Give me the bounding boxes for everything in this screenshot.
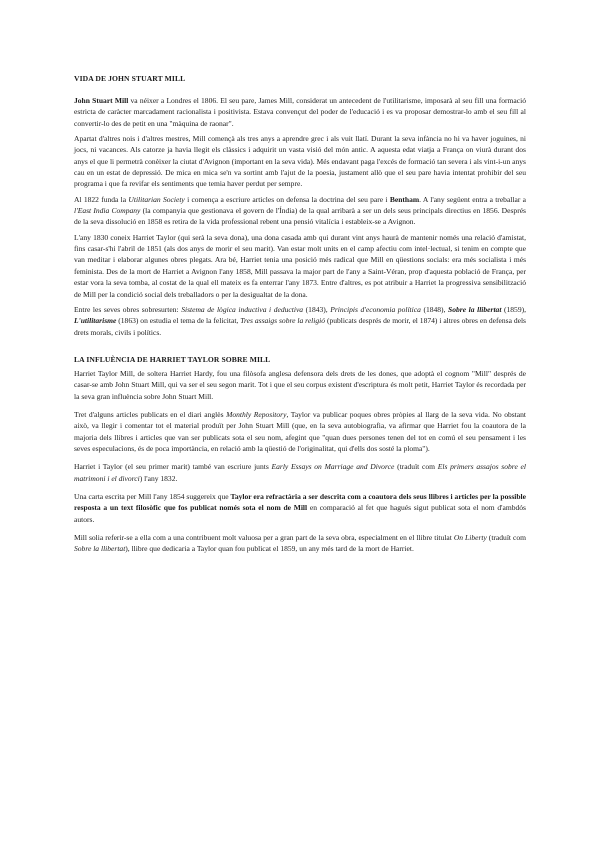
paragraph-harriet: L'any 1830 coneix Harriet Taylor (qui serà la seva dona), una dona casada amb qui durant vint anys haurà de mantenir només una relació d'amistat, fins casar-s'hi l'abril de 1851 (als dos anys de morir el seu marit). Van estar molt units en el camp afectiu com intel·lectual, si tenim en compte que van meditar i elaborar algunes obres plegats. Ara bé, Harriet tenia una posició més radical que Mill en qüestions socials: era més socialista i més feminista. Des de la mort de Harriet a Avignon l'any 1858, Mill passava la major part de l'any a Saint-Véran, prop d'aquesta població de França, per estar vora la seva tomba, al costat de la qual ell mateix es fa enterrar l'any 1873. Entre d'altres, es pot atribuir a Harriet la progressiva sensibilització de Mill per la condició social dels treballadors o per la desigualtat de la dona. [74,232,526,299]
work-title: On Liberty [453,533,487,542]
subject-name: John Stuart Mill [74,96,129,105]
section-heading-influence: LA INFLUÈNCIA DE HARRIET TAYLOR SOBRE MILL [74,354,271,364]
paragraph-on-liberty: Mill solia referir-se a ella com a una contribuent molt valuosa per a gran part de la seva obra, especialment en el llibre titulat On Liberty (traduït com Sobre la llibertat), llibre que dedicaria a Taylor quan fou publicat el 1859, un any més tard de la mort de Harriet. [74,533,526,554]
work-title: Sobre la llibertat [448,304,502,314]
paragraph-childhood: Apartat d'altres nois i d'altres mestres, Mill començà als tres anys a aprendre grec i als vuit llatí. Durant la seva infància no hi va haver joguines, ni jocs, ni vacances. Als catorze ja havia llegit els clàssics i adquirit un vasta visió del món antic. A aquesta edat viatja a França on viurà durant dos anys el que li permetrà conèixer la ciutat d'Avignon (important en la seva vida). Més endavant paga l'excés de formació tan severa i als vint-i-un anys cau en un estat de depressió. De mica en mica se'n va sortint amb l'ajut de la poesia, justament allò que el seu pare havia intentat prohibir del seu programa i que fa revifar els sentiments que temia haver perdut per sempre. [74,134,526,189]
section-heading-life: VIDA DE JOHN STUART MILL [74,74,186,83]
work-title: Els primers assajos sobre el matrimoni i el divorci [74,462,526,483]
work-title: Sistema de lògica inductiva i deductiva [181,304,304,314]
work-title: L'utilitarisme [74,316,117,326]
paragraph-works: Entre les seves obres sobresurten: Sistema de lògica inductiva i deductiva (1843), Principis d'economia política (1848), Sobre la llibertat (1859), L'utilitarisme (1863) on estudia el tema de la felicitat, Tres assaigs sobre la religió (publicats després de morir, el 1874) i altres obres en defensa dels drets morals, civils i polítics. [74,304,527,337]
paragraph-birth: John Stuart Mill va néixer a Londres el 1806. El seu pare, James Mill, considerat un antecedent de l'utilitarisme, imposarà al seu fill una formació estricta de caràcter marcadament racionalista i positivista. Estava convençut del poder de l'educació i es va proposar demostrar-lo amb el seu fill al convertir-lo des de petit en una "màquina de raonar". [74,96,526,128]
work-title: Early Essays on Marriage and Divorce [271,462,395,472]
paragraph-early-essays: Harriet i Taylor (el seu primer marit) també van escriure junts Early Essays on Marriage and Divorce (traduït com Els primers assajos sobre el matrimoni i el divorci) l'any 1832. [74,462,526,483]
work-title: Principis d'economia política [330,304,421,314]
paragraph-career: Al 1822 funda la Utilitarian Society i comença a escriure articles on defensa la doctrina del seu pare i Bentham. A l'any següent entra a treballar a l'East India Company (la companyia que gestionava el govern de l'Índia) de la qual arribarà a ser un dels seus principals directius en 1856. Després de la seva dissolució en 1858 es retira de la vida professional rebent una pensió vitalícia i estableix-se a Avignon. [74,194,526,227]
bentham-name: Bentham [389,194,420,204]
society-title: Utilitarian Society [128,194,185,204]
work-title: Sobre la llibertat [74,544,126,554]
company-title: l'East India Company [74,206,141,216]
emphasis-text: Taylor era refractària a ser descrita com a coautora dels seus llibres i articles per la possible resposta a un text filosòfic que fos publicat només sota el nom de Mill [74,491,526,513]
paragraph-harriet-intro: Harriet Taylor Mill, de soltera Harriet Hardy, fou una filòsofa anglesa defensora dels drets de les dones, que adoptà el cognom "Mill" després de casar-se amb John Stuart Mill, qui va ser el seu segon marit. Tot i que el seu corpus existent d'escriptura és molt petit, Harriet Taylor és recordada per la seva gran influència sobre John Stuart Mill. [74,368,526,401]
document-page [74,74,526,562]
paragraph-authorship: Tret d'alguns articles publicats en el diari anglès Monthly Repository, Taylor va publicar poques obres pròpies al llarg de la seva vida. No obstant això, va llegir i comentar tot el material produït per John Stuart Mill (que, en la seva autobiografia, va afirmar que Harriet fou la coautora de la majoria dels llibres i articles que van ser publicats sota el seu nom, afegint que "quan dues persones tenen del tot en comú el seu pensament i les seves especulacions, és de poca importància, en relació amb la qüestió de l'originalitat, qui d'ells dos sosté la ploma"). [74,409,526,453]
paragraph-letter: Una carta escrita per Mill l'any 1854 suggereix que Taylor era refractària a ser descrita com a coautora dels seus llibres i articles per la possible resposta a un text filosòfic que fos publicat només sota el nom de Mill en comparació al fet que hagués sigut publicat sota el nom d'ambdós autors. [74,491,526,524]
work-title: Tres assaigs sobre la religió [240,316,326,326]
journal-title: Monthly Repository [226,409,287,419]
